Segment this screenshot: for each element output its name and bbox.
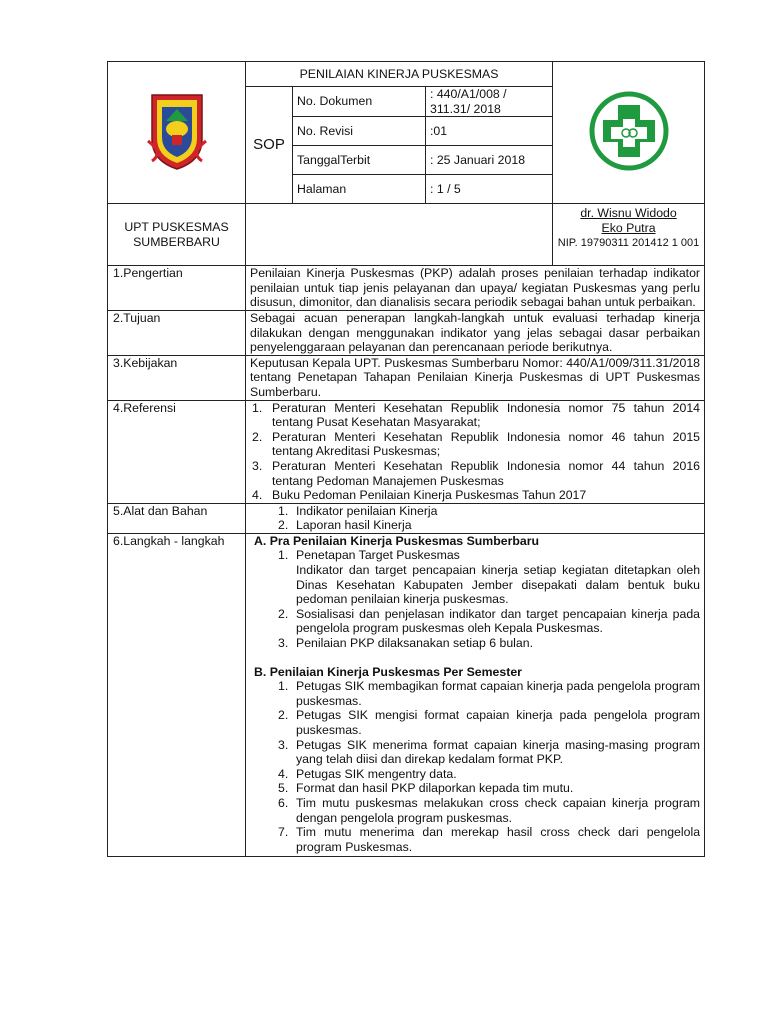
list-number: 4. [278, 766, 289, 781]
list-text: Peraturan Menteri Kesehatan Republik Indonesia nomor 75 tahun 2014 tentang Pusat Kesehatan Masyarakat; [272, 400, 701, 430]
list-number: 1. [252, 400, 263, 415]
list-text: Penetapan Target Puskesmas [296, 548, 460, 563]
list-text: Tim mutu menerima dan merekap hasil cross check dari pengelola program Puskesmas. [296, 825, 701, 854]
list-number: 2. [278, 708, 289, 723]
list-number: 4. [252, 488, 263, 503]
signer-nip: NIP. 19790311 201412 1 001 [557, 237, 700, 250]
section-list-alat [246, 503, 705, 533]
list-number: 3. [252, 458, 263, 473]
signature-block [553, 204, 705, 266]
list-text: Indikator penilaian Kinerja [296, 503, 438, 518]
puskesmas-cross-logo-icon [587, 89, 671, 173]
list-text: Petugas SIK membagikan format capaian kinerja pada pengelola program puskesmas. [296, 679, 701, 708]
list-number: 2. [278, 518, 289, 533]
sop-label: SOP [246, 87, 293, 204]
spacer [250, 651, 700, 665]
meta-value-halaman: : 1 / 5 [426, 175, 553, 204]
blank-cell [246, 204, 553, 266]
list-text: Petugas SIK mengentry data. [296, 766, 457, 781]
list-item [250, 825, 700, 854]
list-item [250, 796, 700, 825]
section-label-kebijakan: 3.Kebijakan [108, 355, 246, 400]
list-number: 6. [278, 795, 289, 810]
section-list-referensi [246, 400, 705, 503]
section-text-pengertian: Penilaian Kinerja Puskesmas (PKP) adalah proses penilaian terhadap indikator penilaian untuk tiap jenis pelayanan dan upaya/ kegiatan Puskesmas yang perlu disusun, dimonitor, dan dianalisis secara periodik sebagai bahan untuk perbaikan. [246, 266, 705, 311]
meta-label-no-dokumen: No. Dokumen [293, 87, 426, 117]
meta-label-no-revisi: No. Revisi [293, 117, 426, 146]
list-item [250, 781, 700, 796]
document-title: PENILAIAN KINERJA PUSKESMAS [246, 62, 553, 87]
list-number: 3. [278, 737, 289, 752]
section-label-langkah: 6.Langkah - langkah [108, 533, 246, 856]
sop-table [107, 61, 705, 857]
list-text: Tim mutu puskesmas melakukan cross check capaian kinerja program dengan pengelola program puskesmas. [296, 795, 701, 825]
list-item [250, 636, 700, 651]
list-number: 1. [278, 548, 289, 563]
section-label-alat: 5.Alat dan Bahan [108, 503, 246, 533]
list-text: Sosialisasi dan penjelasan indikator dan target pencapaian kinerja pada pengelola program puskesmas oleh Kepala Puskesmas. [296, 606, 701, 636]
meta-value-no-dokumen: : 440/A1/008 / 311.31/ 2018 [426, 87, 553, 117]
list-item [250, 430, 700, 459]
list-text: Penilaian PKP dilaksanakan setiap 6 bulan. [296, 636, 533, 651]
list-text: Peraturan Menteri Kesehatan Republik Indonesia nomor 44 tahun 2016 tentang Pedoman Manajemen Puskesmas [272, 458, 701, 488]
section-text-tujuan: Sebagai acuan penerapan langkah-langkah untuk evaluasi terhadap kinerja dilakukan dengan menggunakan indikator yang jelas sebagai dasar perbaikan penyelenggaraan pelayanan dan perencanaan periode berikutnya. [246, 310, 705, 355]
section-label-pengertian: 1.Pengertian [108, 266, 246, 311]
list-text: Format dan hasil PKP dilaporkan kepada tim mutu. [296, 781, 574, 796]
meta-value-no-revisi: :01 [426, 117, 553, 146]
meta-value-tanggal-terbit: : 25 Januari 2018 [426, 146, 553, 175]
list-number: 1. [278, 503, 289, 518]
list-number: 1. [278, 679, 289, 694]
regency-emblem-icon [144, 91, 210, 171]
meta-label-halaman: Halaman [293, 175, 426, 204]
list-number: 5. [278, 781, 289, 796]
list-item [250, 607, 700, 636]
puskesmas-logo-cell [553, 62, 705, 204]
section-steps-langkah [246, 533, 705, 856]
list-item [250, 488, 700, 503]
list-item-detail: Indikator dan target pencapaian kinerja setiap kegiatan ditetapkan oleh Dinas Kesehatan Kabupaten Jember disepakati dalam bentuk buku pedoman penilaian kinerja puskesmas. [296, 563, 701, 607]
unit-name: UPT PUSKESMAS SUMBERBARU [108, 204, 246, 266]
signer-name-line-2: Eko Putra [601, 220, 656, 235]
list-number: 2. [252, 429, 263, 444]
list-text: Petugas SIK menerima format capaian kinerja masing-masing program yang telah diisi dan direkap kedalam format PKP. [296, 737, 701, 767]
subsection-title-b: B. Penilaian Kinerja Puskesmas Per Semester [254, 664, 522, 679]
list-item [250, 708, 700, 737]
list-item [250, 518, 700, 533]
regency-logo-cell [108, 62, 246, 204]
list-item [250, 738, 700, 767]
sop-document [107, 61, 704, 857]
list-item [250, 548, 700, 606]
section-label-tujuan: 2.Tujuan [108, 310, 246, 355]
list-item [250, 767, 700, 782]
list-item [250, 504, 700, 519]
section-label-referensi: 4.Referensi [108, 400, 246, 503]
list-item [250, 679, 700, 708]
list-item [250, 401, 700, 430]
list-item [250, 459, 700, 488]
meta-label-tanggal-terbit: TanggalTerbit [293, 146, 426, 175]
list-text: Petugas SIK mengisi format capaian kinerja pada pengelola program puskesmas. [296, 708, 701, 737]
list-text: Peraturan Menteri Kesehatan Republik Indonesia nomor 46 tahun 2015 tentang Akreditasi Puskesmas; [272, 429, 701, 459]
list-text: Buku Pedoman Penilaian Kinerja Puskesmas Tahun 2017 [272, 488, 587, 503]
list-number: 2. [278, 606, 289, 621]
section-text-kebijakan: Keputusan Kepala UPT. Puskesmas Sumberbaru Nomor: 440/A1/009/311.31/2018 tentang Penetapan Tahapan Penilaian Kinerja Puskesmas di UPT Puskesmas Sumberbaru. [246, 355, 705, 400]
list-number: 7. [278, 825, 289, 840]
subsection-title-a: A. Pra Penilaian Kinerja Puskesmas Sumberbaru [254, 533, 539, 548]
list-text: Laporan hasil Kinerja [296, 518, 412, 533]
signer-name-line-1: dr. Wisnu Widodo [580, 206, 677, 221]
list-number: 3. [278, 636, 289, 651]
